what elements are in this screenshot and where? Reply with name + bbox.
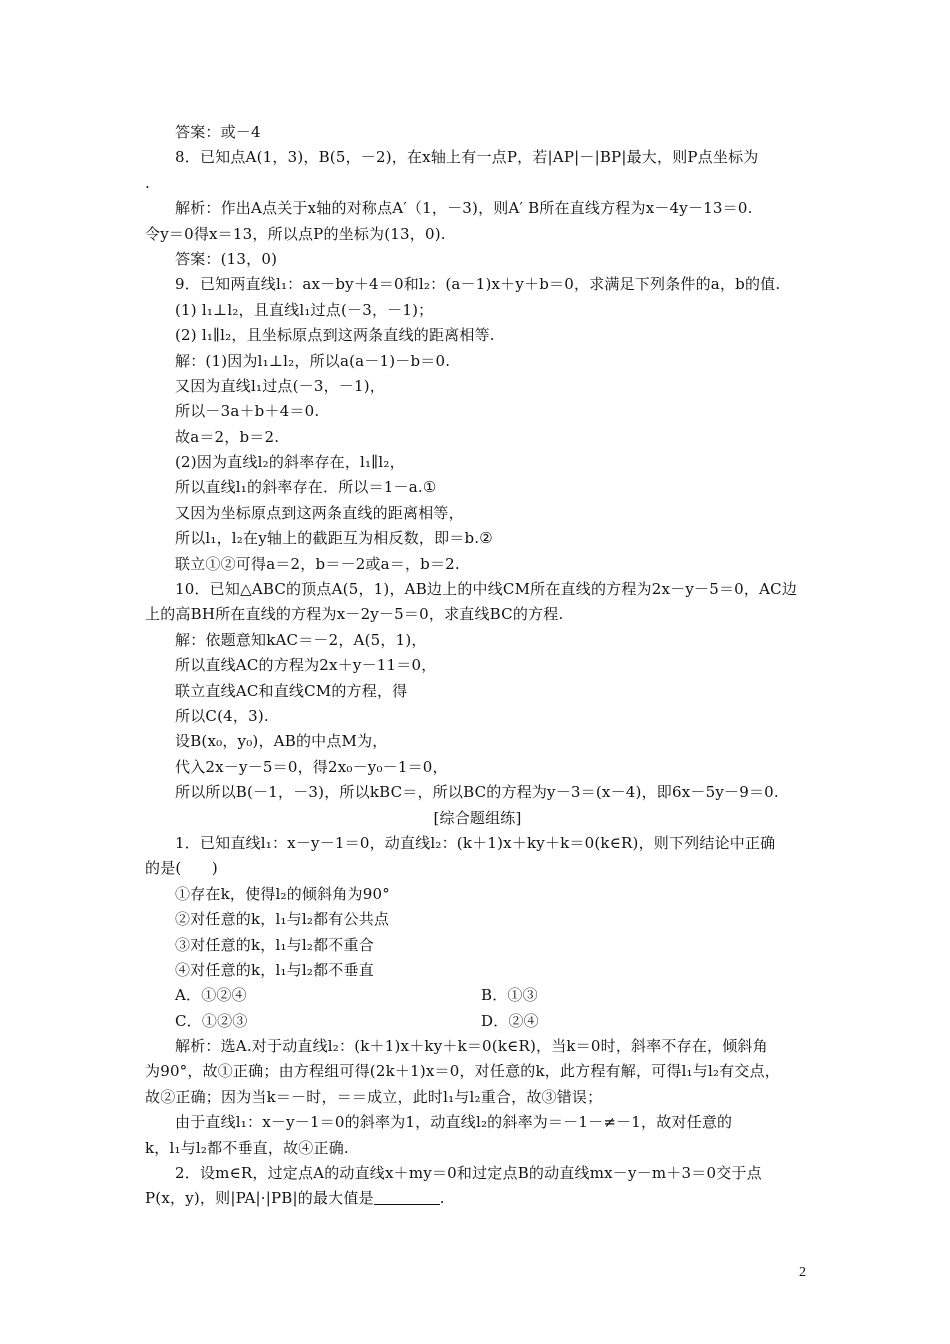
line-text: 代入2x－y－5＝0，得2x₀－y₀－1＝0，: [175, 757, 448, 776]
line-text: [综合题组练]: [433, 808, 522, 827]
option-right: D．②④: [481, 1011, 539, 1030]
line-text: ③对任意的k，l₁与l₂都不重合: [175, 935, 374, 954]
line-text: k，l₁与l₂都不垂直，故④正确.: [145, 1138, 349, 1157]
text-line: [145, 577, 810, 602]
answer-blank: [374, 1190, 440, 1205]
text-line: [145, 1085, 810, 1110]
line-text: ①存在k，使得l₂的倾斜角为90°: [175, 884, 390, 903]
text-line: [145, 1059, 810, 1084]
text-line: [145, 196, 810, 221]
line-text: 故②正确；因为当k＝－时，＝＝成立，此时l₁与l₂重合，故③错误；: [145, 1087, 603, 1106]
text-line: [145, 450, 810, 475]
text-line: [145, 729, 810, 754]
page-body: [145, 120, 810, 1212]
line-text: 又因为坐标原点到这两条直线的距离相等，: [175, 503, 464, 522]
text-line: [145, 552, 810, 577]
line-text: 联立直线AC和直线CM的方程，得: [175, 681, 408, 700]
line-text: 9．已知两直线l₁：ax－by＋4＝0和l₂：(a－1)x＋y＋b＝0，求满足下列条件的a，b的值.: [175, 275, 781, 294]
line-text: 所以直线AC的方程为2x＋y－11＝0，: [175, 656, 437, 675]
text-line: [145, 958, 810, 983]
page-number: 2: [799, 1265, 806, 1280]
text-line: [145, 831, 810, 856]
line-text: 又因为直线l₁过点(－3，－1)，: [175, 376, 386, 395]
text-line: [145, 907, 810, 932]
text-line: [145, 780, 810, 805]
line-text: 所以所以B(－1，－3)，所以kBC＝，所以BC的方程为y－3＝(x－4)，即6x－5y－9＝0.: [175, 783, 779, 802]
text-line: [145, 323, 810, 348]
line-text: P(x，y)，则|PA|·|PB|的最大值是: [145, 1189, 374, 1208]
line-text: 所以直线l₁的斜率存在．所以＝1－a.①: [175, 478, 437, 497]
line-text: .: [145, 173, 150, 192]
text-line: [145, 653, 810, 678]
line-text: 1．已知直线l₁：x－y－1＝0，动直线l₂：(k＋1)x＋ky＋k＝0(k∈R)，则下列结论中正确: [175, 833, 776, 852]
text-line: [145, 145, 810, 170]
text-line: [145, 1136, 810, 1161]
line-text: 所以－3a＋b＋4＝0.: [175, 402, 320, 421]
text-line: [145, 983, 810, 1008]
text-line: [145, 602, 810, 627]
text-line: [145, 399, 810, 424]
line-text: 的是( ): [145, 859, 218, 878]
option-right: B．①③: [481, 986, 538, 1005]
line-text: ④对任意的k，l₁与l₂都不垂直: [175, 960, 374, 979]
line-text: 所以C(4，3).: [175, 706, 269, 725]
text-line: [145, 526, 810, 551]
text-line: [145, 349, 810, 374]
line-text: 所以l₁，l₂在y轴上的截距互为相反数，即＝b.②: [175, 529, 493, 548]
line-text: 解析：选A.对于动直线l₂：(k＋1)x＋ky＋k＝0(k∈R)，当k＝0时，斜率不存在，倾斜角: [175, 1037, 768, 1056]
line-end: .: [439, 1189, 445, 1208]
option-left: C．①②③: [175, 1011, 248, 1030]
text-line: [145, 298, 810, 323]
text-line: [145, 755, 810, 780]
line-text: 8．已知点A(1，3)，B(5，－2)，在x轴上有一点P，若|AP|－|BP|最大，则P点坐标为: [175, 148, 759, 167]
text-line: [145, 856, 810, 881]
line-text: 联立①②可得a＝2，b＝－2或a＝，b＝2.: [175, 554, 460, 573]
line-text: 故a＝2，b＝2.: [175, 427, 280, 446]
line-text: 解析：作出A点关于x轴的对称点A′（1，－3)，则A′ B所在直线方程为x－4y－13＝0.: [175, 199, 753, 218]
line-text: 令y＝0得x＝13，所以点P的坐标为(13，0).: [145, 224, 446, 243]
text-line: [145, 933, 810, 958]
text-line: [145, 501, 810, 526]
text-line: [145, 704, 810, 729]
text-line: [145, 222, 810, 247]
text-line: [145, 374, 810, 399]
line-text: 2．设m∈R，过定点A的动直线x＋my＝0和过定点B的动直线mx－y－m＋3＝0交于点: [175, 1164, 762, 1183]
option-left: A．①②④: [175, 986, 247, 1005]
text-line: [145, 882, 810, 907]
text-line: [145, 1009, 810, 1034]
line-text: 为90°，故①正确；由方程组可得(2k＋1)x＝0，对任意的k，此方程有解，可得l₁与l₂有交点，: [145, 1062, 780, 1081]
text-line: [145, 272, 810, 297]
line-text: 答案：或－4: [175, 123, 261, 141]
text-line: [145, 247, 810, 272]
text-line: [145, 475, 810, 500]
text-line: [145, 120, 810, 145]
section-heading: [145, 806, 810, 831]
text-line: [145, 1034, 810, 1059]
text-line: [145, 1110, 810, 1135]
text-line: [145, 1161, 810, 1186]
line-text: 上的高BH所在直线的方程为x－2y－5＝0，求直线BC的方程.: [145, 605, 564, 624]
line-text: 设B(x₀，y₀)，AB的中点M为，: [175, 732, 388, 751]
text-line: [145, 171, 810, 196]
line-text: 10．已知△ABC的顶点A(5，1)，AB边上的中线CM所在直线的方程为2x－y－5＝0，AC边: [175, 580, 798, 599]
line-text: (1) l₁⊥l₂，且直线l₁过点(－3，－1)；: [175, 300, 434, 319]
text-line: [145, 1186, 810, 1211]
text-line: [145, 679, 810, 704]
line-text: (2) l₁∥l₂，且坐标原点到这两条直线的距离相等.: [175, 326, 495, 345]
line-text: 解：依题意知kAC＝－2，A(5，1)，: [175, 630, 427, 649]
text-line: [145, 425, 810, 450]
line-text: ②对任意的k，l₁与l₂都有公共点: [175, 910, 390, 929]
line-text: 由于直线l₁：x－y－1＝0的斜率为1，动直线l₂的斜率为＝－1－≠－1，故对任意的: [175, 1113, 733, 1132]
line-text: 答案：(13，0): [175, 249, 278, 268]
text-line: [145, 628, 810, 653]
line-text: (2)因为直线l₂的斜率存在，l₁∥l₂，: [175, 453, 405, 472]
line-text: 解：(1)因为l₁⊥l₂，所以a(a－1)－b＝0.: [175, 351, 451, 370]
